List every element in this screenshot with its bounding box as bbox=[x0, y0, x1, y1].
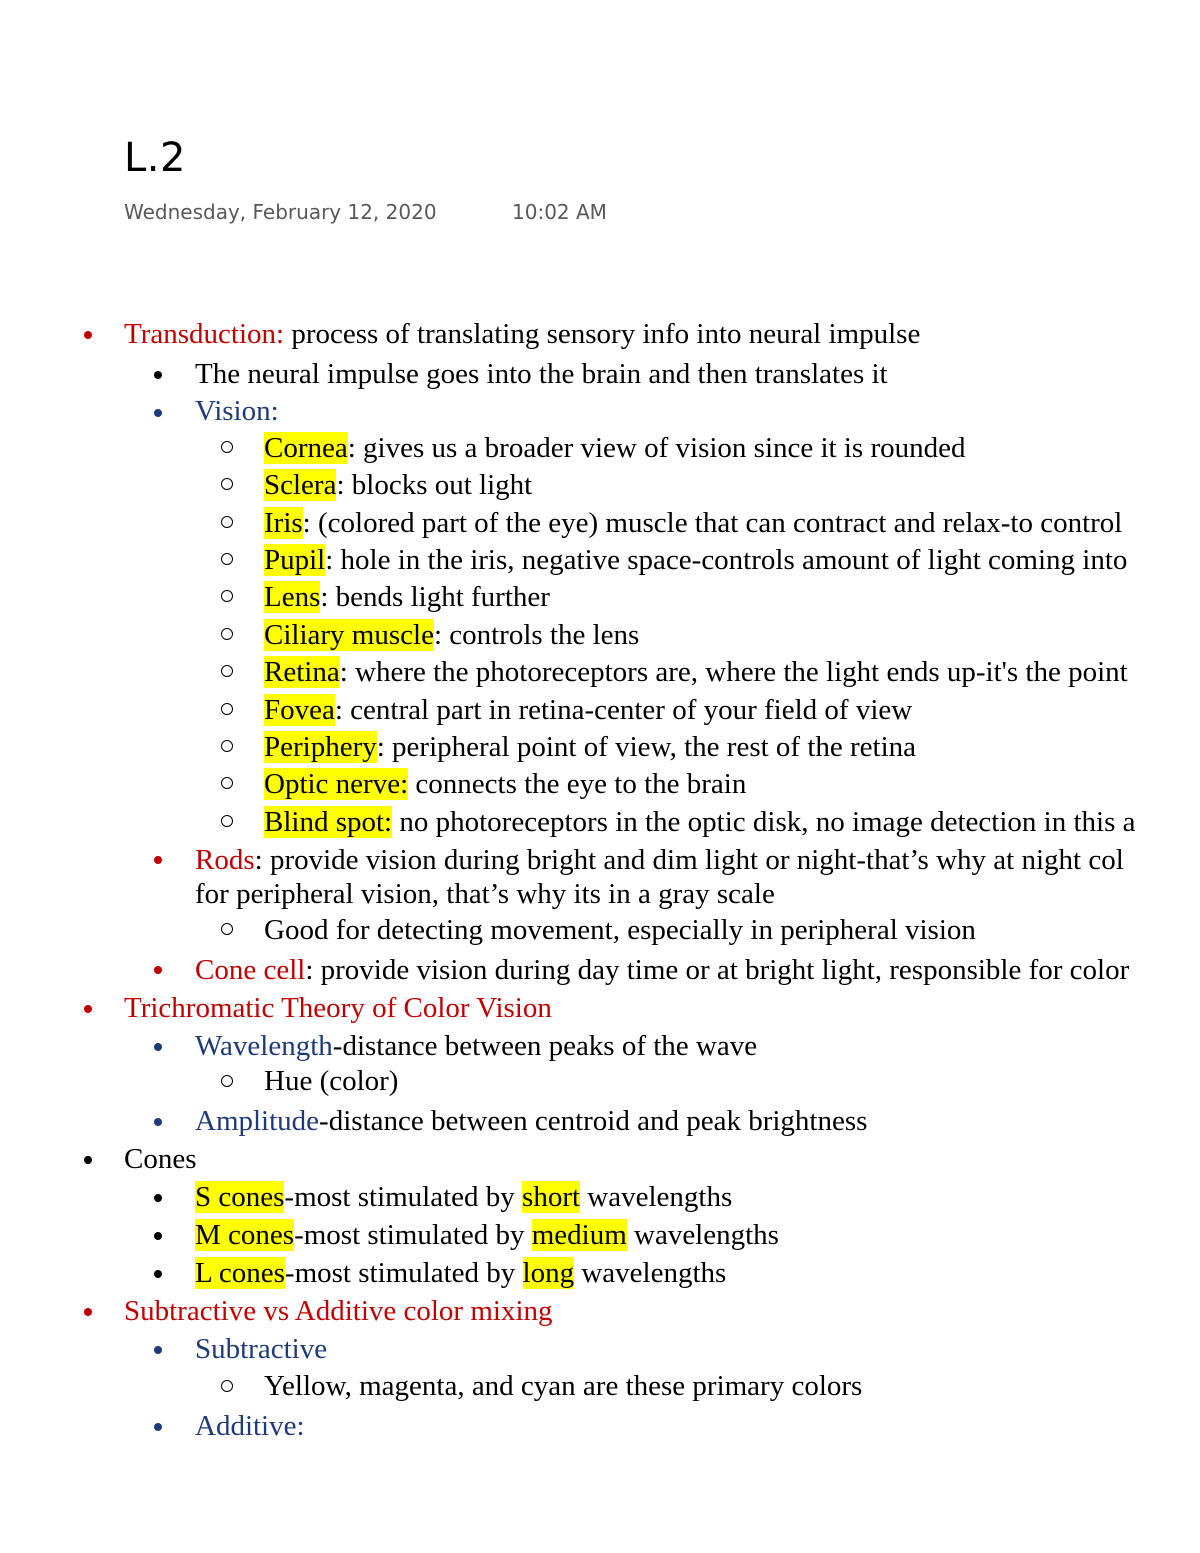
note-retina: Retina: where the photoreceptors are, where the light ends up-it's the point bbox=[264, 656, 1128, 688]
bullet-icon bbox=[84, 1005, 92, 1013]
note-vision: Vision: bbox=[195, 395, 279, 427]
note-pupil: Pupil: hole in the iris, negative space-controls amount of light coming into bbox=[264, 544, 1128, 576]
note-neural-impulse: The neural impulse goes into the brain and then translates it bbox=[195, 358, 888, 390]
bullet-icon bbox=[154, 1346, 162, 1354]
page-time: 10:02 AM bbox=[512, 200, 607, 224]
note-fovea: Fovea: central part in retina-center of your field of view bbox=[264, 694, 913, 726]
bullet-icon bbox=[154, 1232, 162, 1240]
circle-bullet-icon bbox=[221, 590, 233, 602]
note-blind-spot: Blind spot: no photoreceptors in the optic disk, no image detection in this a bbox=[264, 806, 1136, 838]
circle-bullet-icon bbox=[221, 478, 233, 490]
note-transduction: Transduction: process of translating sensory info into neural impulse bbox=[124, 318, 921, 350]
note-rods: Rods: provide vision during bright and dim light or night-that’s why at night col bbox=[195, 844, 1124, 876]
note-lens: Lens: bends light further bbox=[264, 581, 550, 613]
term-transduction: Transduction: bbox=[124, 318, 285, 350]
note-periphery: Periphery: peripheral point of view, the rest of the retina bbox=[264, 731, 917, 763]
note-hue: Hue (color) bbox=[264, 1065, 399, 1097]
circle-bullet-icon bbox=[221, 1075, 233, 1087]
bullet-icon bbox=[154, 1043, 162, 1051]
circle-bullet-icon bbox=[221, 553, 233, 565]
note-ciliary-muscle: Ciliary muscle: controls the lens bbox=[264, 619, 640, 651]
circle-bullet-icon bbox=[221, 740, 233, 752]
bullet-icon bbox=[154, 1423, 162, 1431]
note-m-cones: M cones-most stimulated by medium wavelengths bbox=[195, 1219, 779, 1251]
bullet-icon bbox=[154, 409, 162, 417]
circle-bullet-icon bbox=[221, 516, 233, 528]
note-cornea: Cornea: gives us a broader view of vision since it is rounded bbox=[264, 432, 966, 464]
note-iris: Iris: (colored part of the eye) muscle that can contract and relax-to control bbox=[264, 507, 1123, 539]
bullet-icon bbox=[84, 331, 92, 339]
bullet-icon bbox=[154, 966, 162, 974]
circle-bullet-icon bbox=[221, 703, 233, 715]
circle-bullet-icon bbox=[221, 665, 233, 677]
note-rods-movement: Good for detecting movement, especially in peripheral vision bbox=[264, 914, 976, 946]
bullet-icon bbox=[154, 1270, 162, 1278]
bullet-icon bbox=[84, 1308, 92, 1316]
note-cone-cell: Cone cell: provide vision during day time or at bright light, responsible for color bbox=[195, 954, 1130, 986]
bullet-icon bbox=[154, 371, 162, 379]
note-sclera: Sclera: blocks out light bbox=[264, 469, 533, 501]
note-wavelength: Wavelength-distance between peaks of the wave bbox=[195, 1030, 758, 1062]
circle-bullet-icon bbox=[221, 1380, 233, 1392]
circle-bullet-icon bbox=[221, 777, 233, 789]
page-title: L.2 bbox=[124, 135, 186, 181]
note-subtractive-primaries: Yellow, magenta, and cyan are these primary colors bbox=[264, 1370, 863, 1402]
circle-bullet-icon bbox=[221, 923, 233, 935]
page-date: Wednesday, February 12, 2020 bbox=[124, 200, 437, 224]
note-l-cones: L cones-most stimulated by long wavelengths bbox=[195, 1257, 727, 1289]
bullet-icon bbox=[84, 1156, 92, 1164]
circle-bullet-icon bbox=[221, 441, 233, 453]
bullet-icon bbox=[154, 1194, 162, 1202]
note-subtractive: Subtractive bbox=[195, 1333, 328, 1365]
note-s-cones: S cones-most stimulated by short wavelengths bbox=[195, 1181, 733, 1213]
note-trichromatic: Trichromatic Theory of Color Vision bbox=[124, 992, 552, 1024]
bullet-icon bbox=[154, 856, 162, 864]
note-additive: Additive: bbox=[195, 1410, 305, 1442]
note-subtractive-vs-additive: Subtractive vs Additive color mixing bbox=[124, 1295, 553, 1327]
circle-bullet-icon bbox=[221, 815, 233, 827]
note-optic-nerve: Optic nerve: connects the eye to the brain bbox=[264, 768, 747, 800]
note-cones: Cones bbox=[124, 1143, 197, 1175]
note-amplitude: Amplitude-distance between centroid and peak brightness bbox=[195, 1105, 868, 1137]
circle-bullet-icon bbox=[221, 628, 233, 640]
bullet-icon bbox=[154, 1118, 162, 1126]
note-rods-cont: for peripheral vision, that’s why its in a gray scale bbox=[195, 878, 775, 910]
